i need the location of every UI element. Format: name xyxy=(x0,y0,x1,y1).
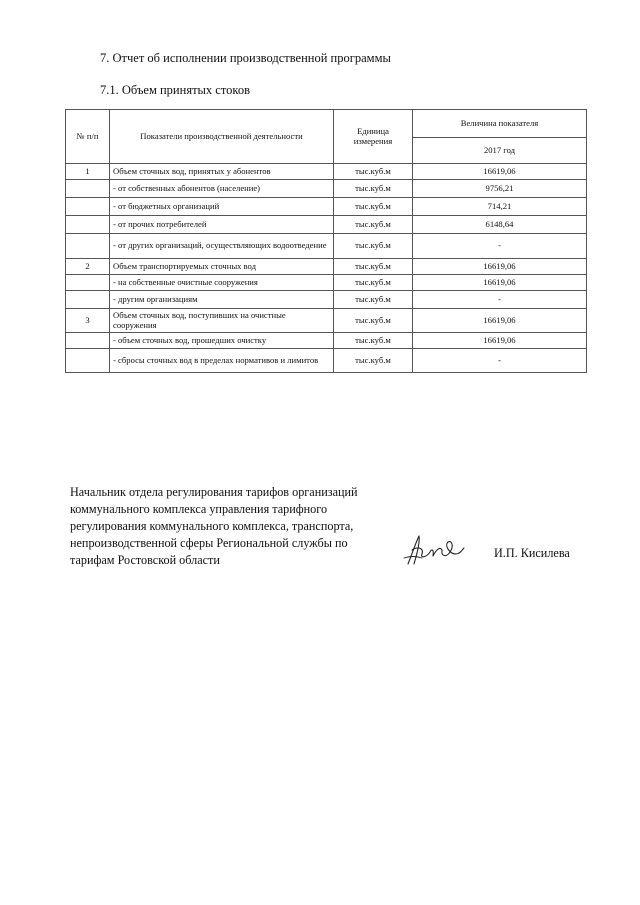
table-row xyxy=(66,164,587,180)
row-number: 3 xyxy=(66,309,110,333)
table-row xyxy=(66,234,587,259)
row-indicator: - сбросы сточных вод в пределах нормативов и лимитов xyxy=(110,349,334,373)
signature-block xyxy=(70,484,390,569)
row-number xyxy=(66,349,110,373)
header-unit: Единица измерения xyxy=(334,110,413,164)
row-unit: тыс.куб.м xyxy=(334,216,413,234)
row-unit: тыс.куб.м xyxy=(334,180,413,198)
signature-line: непроизводственной сферы Региональной службы по xyxy=(70,536,348,550)
row-indicator: - от других организаций, осуществляющих водоотведение xyxy=(110,234,334,259)
row-indicator: - объем сточных вод, прошедших очистку xyxy=(110,333,334,349)
row-unit: тыс.куб.м xyxy=(334,234,413,259)
row-number: 2 xyxy=(66,259,110,275)
row-number xyxy=(66,216,110,234)
row-value: 16619,06 xyxy=(413,164,587,180)
header-year: 2017 год xyxy=(413,138,587,164)
row-indicator: Объем сточных вод, принятых у абонентов xyxy=(110,164,334,180)
row-unit: тыс.куб.м xyxy=(334,198,413,216)
row-unit: тыс.куб.м xyxy=(334,309,413,333)
row-number xyxy=(66,180,110,198)
row-value: - xyxy=(413,291,587,309)
row-value: 16619,06 xyxy=(413,275,587,291)
row-unit: тыс.куб.м xyxy=(334,275,413,291)
row-number xyxy=(66,291,110,309)
handwritten-signature xyxy=(400,528,470,570)
row-value: 9756,21 xyxy=(413,180,587,198)
row-indicator: Объем сточных вод, поступивших на очистные сооружения xyxy=(110,309,334,333)
row-value: - xyxy=(413,349,587,373)
wastewater-table xyxy=(65,109,587,373)
row-number xyxy=(66,234,110,259)
row-unit: тыс.куб.м xyxy=(334,291,413,309)
row-indicator: - от собственных абонентов (население) xyxy=(110,180,334,198)
row-unit: тыс.куб.м xyxy=(334,349,413,373)
row-indicator: - от бюджетных организаций xyxy=(110,198,334,216)
signature-line: Начальник отдела регулирования тарифов организаций xyxy=(70,485,358,499)
row-unit: тыс.куб.м xyxy=(334,259,413,275)
row-number: 1 xyxy=(66,164,110,180)
table-row xyxy=(66,180,587,198)
row-value: 16619,06 xyxy=(413,333,587,349)
table-row xyxy=(66,275,587,291)
row-unit: тыс.куб.м xyxy=(334,333,413,349)
row-value: 16619,06 xyxy=(413,309,587,333)
row-indicator: Объем транспортируемых сточных вод xyxy=(110,259,334,275)
row-value: 6148,64 xyxy=(413,216,587,234)
table-row xyxy=(66,259,587,275)
row-indicator: - от прочих потребителей xyxy=(110,216,334,234)
row-number xyxy=(66,333,110,349)
row-unit: тыс.куб.м xyxy=(334,164,413,180)
row-number xyxy=(66,198,110,216)
subsection-heading: 7.1. Объем принятых стоков xyxy=(100,83,250,97)
table-row xyxy=(66,198,587,216)
row-value: 16619,06 xyxy=(413,259,587,275)
table-row xyxy=(66,309,587,333)
row-indicator: - на собственные очистные сооружения xyxy=(110,275,334,291)
section-heading: 7. Отчет об исполнении производственной программы xyxy=(100,51,391,65)
signature-line: тарифам Ростовской области xyxy=(70,553,220,567)
row-number xyxy=(66,275,110,291)
table-row xyxy=(66,291,587,309)
row-indicator: - другим организациям xyxy=(110,291,334,309)
row-value: - xyxy=(413,234,587,259)
row-value: 714,21 xyxy=(413,198,587,216)
header-num: № п/п xyxy=(66,110,110,164)
table-row xyxy=(66,216,587,234)
table-row xyxy=(66,349,587,373)
table-row xyxy=(66,333,587,349)
signature-line: коммунального комплекса управления тарифного xyxy=(70,502,328,516)
header-indicator: Показатели производственной деятельности xyxy=(110,110,334,164)
signature-line: регулирования коммунального комплекса, транспорта, xyxy=(70,519,354,533)
table-header-row xyxy=(66,110,587,138)
header-value-group: Величина показателя xyxy=(413,110,587,138)
signatory-name: И.П. Кисилева xyxy=(494,546,570,560)
